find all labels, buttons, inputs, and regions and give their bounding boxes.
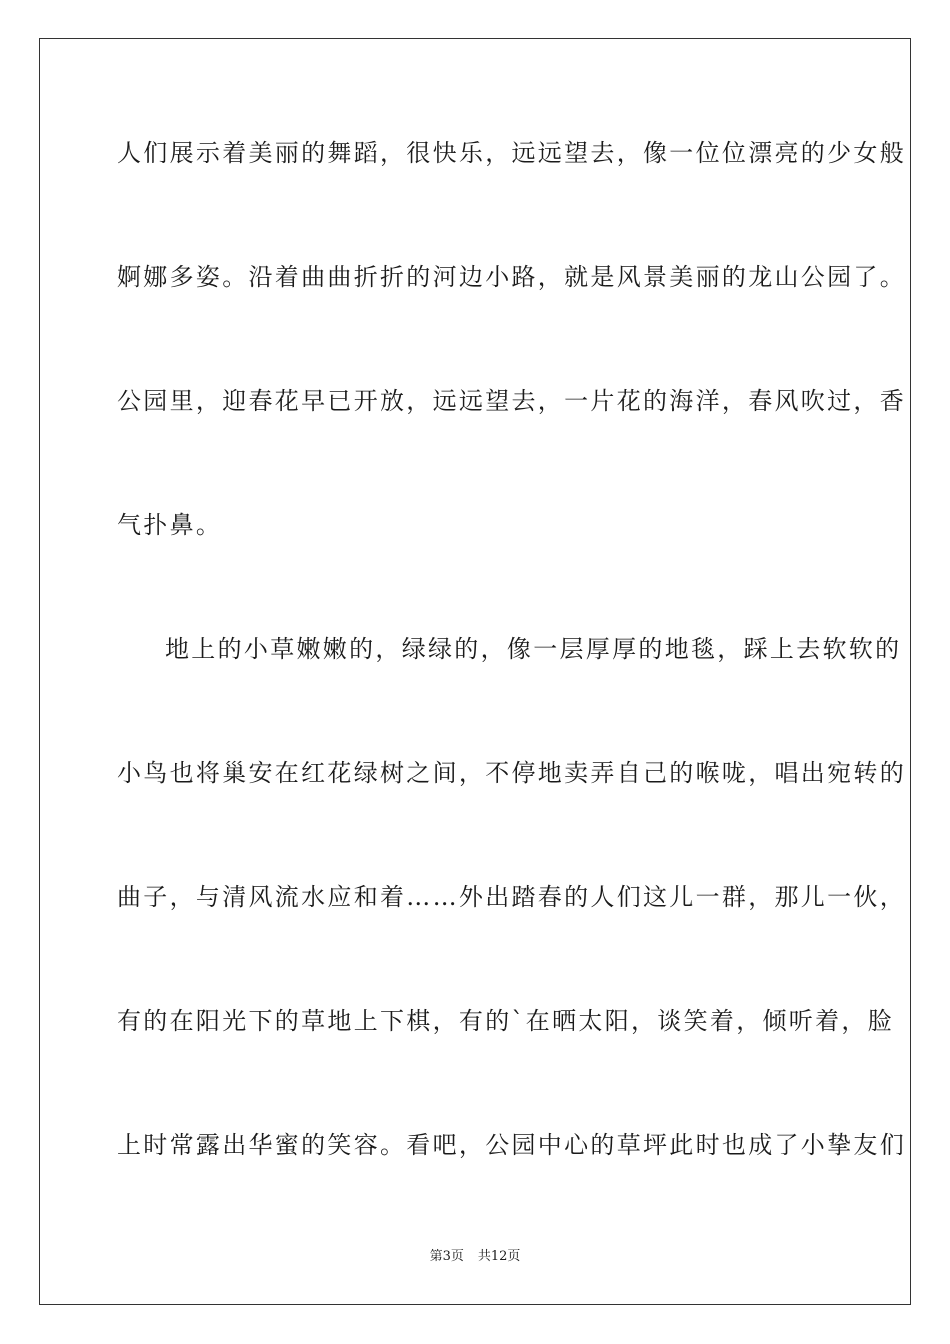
paragraph-line: 婀娜多姿。沿着曲曲折折的河边小路，就是风景美丽的龙山公园了。 xyxy=(117,263,906,291)
page-number: 第3页 xyxy=(429,1249,464,1264)
paragraph-line: 有的在阳光下的草地上下棋，有的`在晒太阳，谈笑着，倾听着，脸 xyxy=(117,1007,894,1035)
paragraph-line-indented: 地上的小草嫩嫩的，绿绿的，像一层厚厚的地毯，踩上去软软的 xyxy=(165,635,902,663)
page-footer xyxy=(0,1248,950,1266)
paragraph-line: 人们展示着美丽的舞蹈，很快乐，远远望去，像一位位漂亮的少女般 xyxy=(117,139,906,167)
paragraph-line: 曲子，与清风流水应和着……外出踏春的人们这儿一群，那儿一伙， xyxy=(117,883,906,911)
paragraph-line: 公园里，迎春花早已开放，远远望去，一片花的海洋，春风吹过，香 xyxy=(117,387,906,415)
page-border xyxy=(39,38,911,1305)
paragraph-line: 气扑鼻。 xyxy=(117,511,223,539)
paragraph-line: 上时常露出华蜜的笑容。看吧，公园中心的草坪此时也成了小挚友们 xyxy=(117,1131,906,1159)
page-total: 共12页 xyxy=(477,1249,521,1264)
paragraph-line: 小鸟也将巢安在红花绿树之间，不停地卖弄自己的喉咙，唱出宛转的 xyxy=(117,759,906,787)
